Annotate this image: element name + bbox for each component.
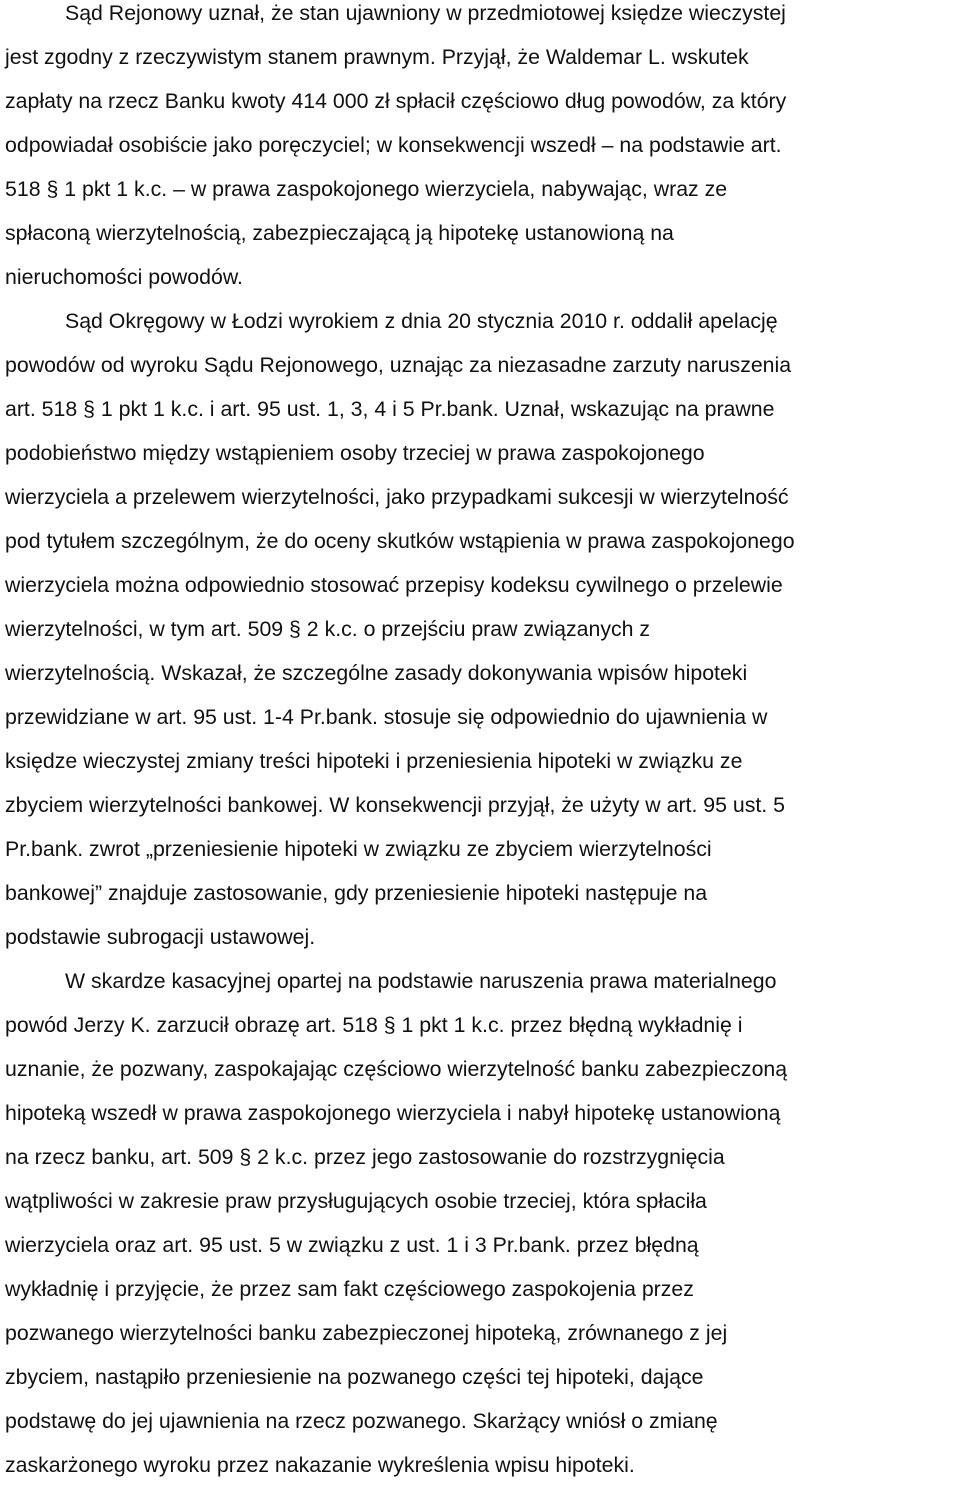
text-line: uznanie, że pozwany, zaspokajając częściowo wierzytelność banku zabezpieczoną [5,1057,788,1081]
text-line: przewidziane w art. 95 ust. 1-4 Pr.bank. stosuje się odpowiednio do ujawnienia w [5,705,768,729]
text-line: wierzyciela można odpowiednio stosować przepisy kodeksu cywilnego o przelewie [5,573,783,597]
text-line: powodów od wyroku Sądu Rejonowego, uznając za niezasadne zarzuty naruszenia [5,353,792,377]
text-line: Sąd Rejonowy uznał, że stan ujawniony w przedmiotowej księdze wieczystej [65,1,786,25]
text-line: wierzytelnością. Wskazał, że szczególne zasady dokonywania wpisów hipoteki [5,661,748,685]
text-line: podstawie subrogacji ustawowej. [5,925,316,949]
text-line: na rzecz banku, art. 509 § 2 k.c. przez jego zastosowanie do rozstrzygnięcia [5,1145,725,1169]
text-line: zbyciem wierzytelności bankowej. W konsekwencji przyjął, że użyty w art. 95 ust. 5 [5,793,785,817]
text-line: wykładnię i przyjęcie, że przez sam fakt częściowego zaspokojenia przez [5,1277,694,1301]
text-line: podobieństwo między wstąpieniem osoby trzeciej w prawa zaspokojonego [5,441,705,465]
text-line: 518 § 1 pkt 1 k.c. – w prawa zaspokojonego wierzyciela, nabywając, wraz ze [5,177,728,201]
text-line: pozwanego wierzytelności banku zabezpieczonej hipoteką, zrównanego z jej [5,1321,728,1345]
text-line: bankowej” znajduje zastosowanie, gdy przeniesienie hipoteki następuje na [5,881,708,905]
text-line: zaskarżonego wyroku przez nakazanie wykreślenia wpisu hipoteki. [5,1453,635,1477]
text-line: zbyciem, nastąpiło przeniesienie na pozwanego części tej hipoteki, dające [5,1365,704,1389]
text-line: jest zgodny z rzeczywistym stanem prawnym. Przyjął, że Waldemar L. wskutek [5,45,749,69]
text-line: W skardze kasacyjnej opartej na podstawie naruszenia prawa materialnego [65,969,777,993]
text-line: wierzytelności, w tym art. 509 § 2 k.c. o przejściu praw związanych z [5,617,651,641]
text-line: wątpliwości w zakresie praw przysługujących osobie trzeciej, która spłaciła [5,1189,707,1213]
text-line: hipoteką wszedł w prawa zaspokojonego wierzyciela i nabył hipotekę ustanowioną [5,1101,781,1125]
text-line: odpowiadał osobiście jako poręczyciel; w konsekwencji wszedł – na podstawie art. [5,133,782,157]
text-line: zapłaty na rzecz Banku kwoty 414 000 zł spłacił częściowo dług powodów, za który [5,89,787,113]
text-line: powód Jerzy K. zarzucił obrazę art. 518 § 1 pkt 1 k.c. przez błędną wykładnię i [5,1013,743,1037]
text-line: wierzyciela a przelewem wierzytelności, jako przypadkami sukcesji w wierzytelność [5,485,789,509]
text-line: Pr.bank. zwrot „przeniesienie hipoteki w związku ze zbyciem wierzytelności [5,837,712,861]
text-line: wierzyciela oraz art. 95 ust. 5 w związku z ust. 1 i 3 Pr.bank. przez błędną [5,1233,699,1257]
text-line: art. 518 § 1 pkt 1 k.c. i art. 95 ust. 1, 3, 4 i 5 Pr.bank. Uznał, wskazując na prawne [5,397,775,421]
text-line: podstawę do jej ujawnienia na rzecz pozwanego. Skarżący wniósł o zmianę [5,1409,718,1433]
text-line: Sąd Okręgowy w Łodzi wyrokiem z dnia 20 stycznia 2010 r. oddalił apelację [65,309,778,333]
text-line: pod tytułem szczególnym, że do oceny skutków wstąpienia w prawa zaspokojonego [5,529,795,553]
text-line: spłaconą wierzytelnością, zabezpieczającą ją hipotekę ustanowioną na [5,221,674,245]
text-line: księdze wieczystej zmiany treści hipoteki i przeniesienia hipoteki w związku ze [5,749,743,773]
text-line: nieruchomości powodów. [5,265,243,289]
